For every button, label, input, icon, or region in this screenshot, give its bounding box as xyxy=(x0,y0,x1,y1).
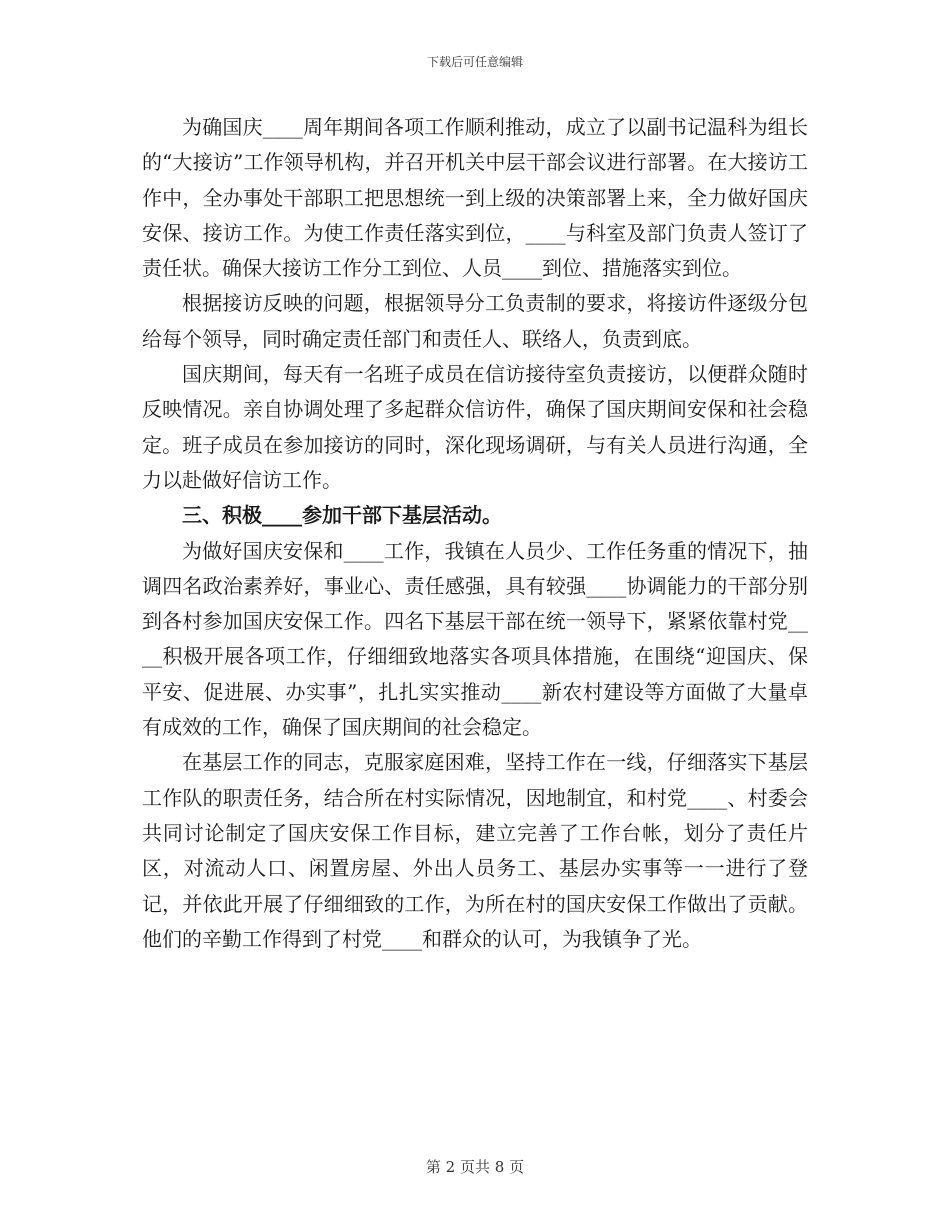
paragraph-2: 根据接访反映的问题，根据领导分工负责制的要求，将接访件逐级分包给每个领导，同时确定责任部门和责任人、联络人，负责到底。 xyxy=(142,291,808,351)
paragraph-1: 为确国庆____周年期间各项工作顺利推动，成立了以副书记温科为组长的“大接访”工作领导机构，并召开机关中层干部会议进行部署。在大接访工作中，全办事处干部职工把思想统一到上级的决策部署上来，全力做好国庆安保、接访工作。为使工作责任落实到位，____与科室及部门负责人签订了责任状。确保大接访工作分工到位、人员____到位、措施落实到位。 xyxy=(142,115,808,281)
page-footer: 第 2 页共 8 页 xyxy=(425,1158,525,1176)
document-body xyxy=(142,110,808,957)
paragraph-3: 国庆期间，每天有一名班子成员在信访接待室负责接访，以便群众随时反映情况。亲自协调处理了多起群众信访件，确保了国庆期间安保和社会稳定。班子成员在参加接访的同时，深化现场调研，与有关人员进行沟通，全力以赴做好信访工作。 xyxy=(142,362,808,492)
paragraph-5: 为做好国庆安保和____工作，我镇在人员少、工作任务重的情况下，抽调四名政治素养好，事业心、责任感强，具有较强____协调能力的干部分别到各村参加国庆安保工作。四名下基层干部在统一领导下，紧紧依靠村党____积极开展各项工作，仔细细致地落实各项具体措施，在围绕“迎国庆、保平安、促进展、办实事”，扎扎实实推动____新农村建设等方面做了大量卓有成效的工作，确保了国庆期间的社会稳定。 xyxy=(142,538,808,740)
section-heading: 三、积极____参加干部下基层活动。 xyxy=(182,503,502,528)
paragraph-6: 在基层工作的同志，克服家庭困难，坚持工作在一线，仔细落实下基层工作队的职责任务，结合所在村实际情况，因地制宜，和村党____、村委会共同讨论制定了国庆安保工作目标，建立完善了工作台帐，划分了责任片区，对流动人口、闲置房屋、外出人员务工、基层办实事等一一进行了登记，并依此开展了仔细细致的工作，为所在村的国庆安保工作做出了贡献。他们的辛勤工作得到了村党____和群众的认可，为我镇争了光。 xyxy=(142,750,808,951)
page-header: 下载后可任意编辑 xyxy=(426,55,523,69)
